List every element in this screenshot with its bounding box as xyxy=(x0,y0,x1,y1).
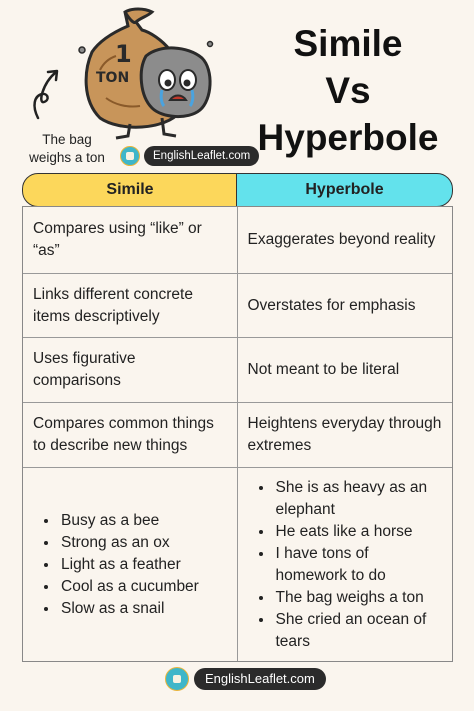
brand-logo-icon xyxy=(120,146,140,166)
table-body xyxy=(22,206,453,662)
simile-cell: Compares using “like” or “as” xyxy=(23,207,238,273)
list-item: • Light as a feather xyxy=(59,554,199,576)
list-item: • She cried an ocean of tears xyxy=(274,609,443,653)
simile-cell: Links different concrete items descriptively xyxy=(23,274,238,337)
illustration-caption xyxy=(12,131,122,167)
hyperbole-cell: Heightens everyday through extremes xyxy=(247,415,442,454)
list-item: • Busy as a bee xyxy=(59,510,199,532)
brand-badge-bottom[interactable] xyxy=(165,666,326,692)
table-row xyxy=(23,338,452,403)
list-item: • I have tons of homework to do xyxy=(274,543,443,587)
header-simile: Simile xyxy=(22,173,238,207)
list-item: • The bag weighs a ton xyxy=(274,587,443,609)
header-hyperbole: Hyperbole xyxy=(236,173,453,207)
brand-name: EnglishLeaflet.com xyxy=(194,668,326,690)
list-item: • Strong as an ox xyxy=(59,532,199,554)
hyperbole-cell: Exaggerates beyond reality xyxy=(247,231,436,248)
list-item: • She is as heavy as an elephant xyxy=(274,477,443,521)
brand-name: EnglishLeaflet.com xyxy=(144,146,259,166)
page-title xyxy=(236,20,460,161)
list-item: • Slow as a snail xyxy=(59,598,199,620)
list-item: • Cool as a cucumber xyxy=(59,576,199,598)
comparison-table xyxy=(22,173,453,662)
caption-line-1: The bag xyxy=(42,132,92,147)
title-line-2: Vs xyxy=(325,70,371,111)
table-row xyxy=(23,207,452,274)
simile-examples xyxy=(23,468,238,661)
bag-number: 1 xyxy=(115,40,132,68)
simile-cell: Compares common things to describe new things xyxy=(23,403,238,467)
caption-line-2: weighs a ton xyxy=(29,150,105,165)
table-row xyxy=(23,274,452,338)
hyperbole-examples xyxy=(238,468,453,661)
simile-cell: Uses figurative comparisons xyxy=(23,338,238,402)
examples-row xyxy=(23,468,452,661)
title-line-1: Simile xyxy=(293,23,403,64)
curved-arrow-icon xyxy=(28,66,64,122)
hyperbole-cell: Overstates for emphasis xyxy=(247,296,416,314)
title-line-3: Hyperbole xyxy=(257,117,439,158)
table-row xyxy=(23,403,452,468)
list-item: • He eats like a horse xyxy=(274,521,443,543)
hyperbole-cell: Not meant to be literal xyxy=(247,361,400,378)
bag-label: TON xyxy=(96,70,130,86)
heavy-bag-illustration xyxy=(70,0,220,140)
brand-logo-icon xyxy=(165,667,189,691)
